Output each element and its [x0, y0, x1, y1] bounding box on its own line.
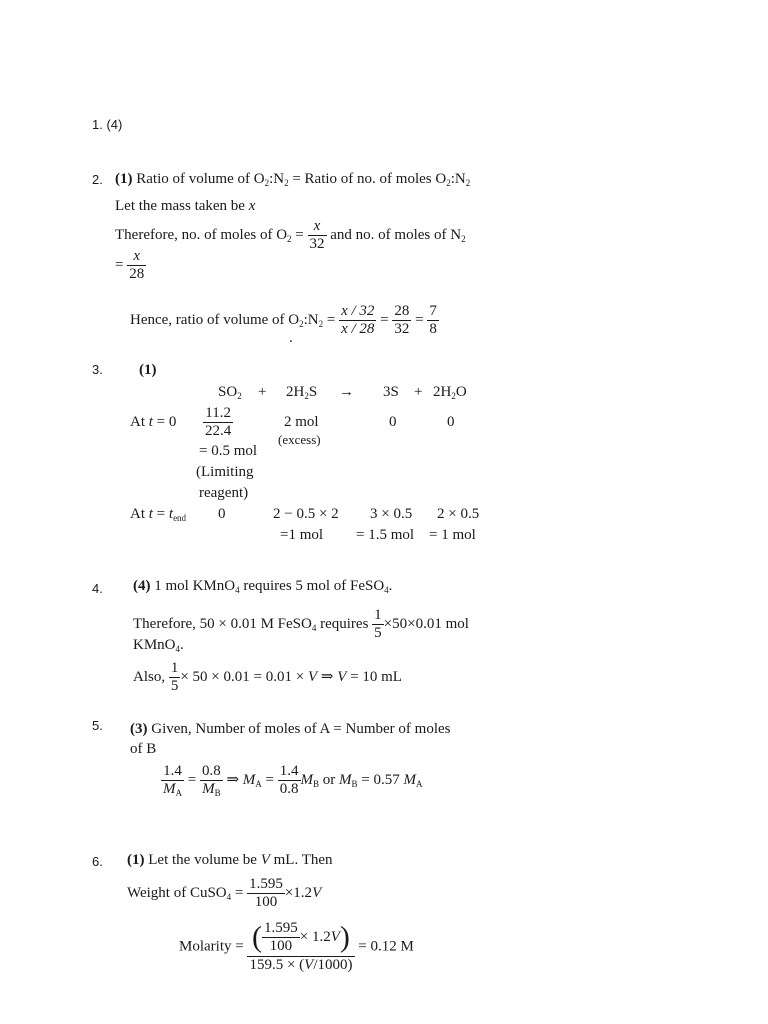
q2-line1: (1) Ratio of volume of $O_2:N_2$ = Ratio of no. of moles $O_2:N_2$ — [115, 171, 471, 188]
q6-line1: (1) Let the volume be V mL. Then — [127, 852, 333, 868]
q2-line4: = $\frac{x}{28}$ — [115, 248, 145, 283]
q3-s-final: = 1.5 mol — [356, 527, 415, 543]
q3-h2s-expr: 2 − 0.5 × 2 — [273, 506, 339, 522]
q5-frac-1-4-0-8: $\frac{1.4}{0.8}$ — [279, 763, 299, 798]
q3-h2o-initial: 0 — [447, 414, 455, 430]
q3-time-zero-label: At t = 0 — [130, 414, 177, 430]
q3-plus-1: + — [258, 384, 267, 400]
q3-s-expr: 3 × 0.5 — [370, 506, 413, 522]
q5-number: 5. — [92, 718, 103, 733]
q3-number: 3. — [92, 362, 103, 377]
q3-so2-initial — [203, 405, 233, 441]
q3-answer: (1) — [139, 362, 157, 378]
q2-frac-7-8: $\frac{7}{8}$ — [429, 303, 437, 338]
q3-reaction-arrow: → — [339, 384, 354, 400]
q1-answer: 1. (4) — [92, 117, 123, 132]
q3-h2s-initial: 2 mol — [284, 414, 319, 430]
q4-line3: KMnO$_4$. — [133, 637, 184, 654]
q5-frac-0-8-mb: $\frac{0.8}{M_B}$ — [201, 763, 221, 799]
q2-frac-28-32: $\frac{28}{32}$ — [394, 303, 410, 338]
q4-frac-1-5: $\frac{1}{5}$ — [374, 607, 382, 642]
q3-plus-2: + — [414, 384, 423, 400]
q6-frac-1-595-100: $\frac{1.595}{100}$ — [249, 876, 283, 911]
q3-reactant-h2s: $2H_2S$ — [286, 384, 318, 401]
q3-limiting-1: (Limiting — [196, 464, 254, 480]
q6-frac-molarity — [247, 920, 354, 974]
q3-s-initial: 0 — [389, 414, 397, 430]
q3-so2-moles: = 0.5 mol — [199, 443, 258, 459]
q5-equation: $\frac{1.4}{M_A}$ = $\frac{0.8}{M_B}$ ⇒ $M_A$ = $\frac{1.4}{0.8}$ $M_B$ or $M_B = 0.57$ $M_A$ — [163, 763, 423, 799]
q2-line5: Hence, ratio of volume of $O_2:N_2$ = $\frac{x / 32}{x / 28}$ = $\frac{28}{32}$ = $\frac{7}{8}$ — [130, 303, 437, 338]
q3-product-s: 3S — [383, 384, 399, 400]
q2-stray-dot: . — [289, 330, 293, 346]
q3-so2-final: 0 — [218, 506, 226, 522]
q3-reactant-so2: $SO_2$ — [218, 384, 242, 401]
q2-number: 2. — [92, 172, 103, 187]
q6-frac-inner: $\frac{1.595}{100}$ — [264, 920, 298, 955]
q6-molarity-denominator: 159.5 × (V/1000) — [249, 956, 353, 973]
q3-h2o-expr: 2 × 0.5 — [437, 506, 480, 522]
q6-number: 6. — [92, 854, 103, 869]
q2-frac-ratio: $\frac{x / 32}{x / 28}$ — [341, 303, 375, 338]
q3-limiting-2: reagent) — [199, 485, 249, 501]
q4-number: 4. — [92, 581, 103, 596]
q2-line3: Therefore, no. of moles of $O_2$ = $\frac{x}{32}$ and no. of moles of $N_2$ — [115, 218, 466, 253]
q6-weight: Weight of CuSO$_4$ = $\frac{1.595}{100}$ ×1.2V — [127, 876, 322, 911]
q3-h2o-final: = 1 mol — [429, 527, 476, 543]
q4-frac-1-5-b: $\frac{1}{5}$ — [170, 660, 179, 695]
q5-frac-1-4-ma: $\frac{1.4}{M_A}$ — [163, 763, 182, 799]
q4-line4: Also, $\frac{1}{5}$ × 50 × 0.01 = 0.01 × V ⇒ V = 10 mL — [133, 660, 402, 695]
q6-molarity: Molarity = ( $\frac{1.595}{100}$ × 1.2V) 159.5 × (V/1000) = 0.12 M — [179, 920, 414, 973]
q2-frac-x-32: $\frac{x}{32}$ — [309, 218, 325, 253]
q3-h2s-excess: (excess) — [278, 432, 321, 447]
q5-line2: of B — [130, 741, 157, 757]
q3-time-end-label: At $t = t_{end}$ — [130, 506, 187, 523]
q5-line1: (3) Given, Number of moles of A = Number of moles — [130, 721, 451, 737]
q6-molarity-numerator: ( $\frac{1.595}{100}$ × 1.2V) — [247, 920, 354, 957]
q3-product-h2o: $2H_2O$ — [433, 384, 467, 401]
q4-line1: (4) 1 mol KMnO$_4$ requires 5 mol of FeSO$_4$. — [133, 578, 393, 595]
q2-line2: Let the mass taken be x — [115, 198, 256, 214]
q2-frac-x-28: $\frac{x}{28}$ — [129, 248, 145, 283]
q4-line2: Therefore, 50 × 0.01 M FeSO$_4$ requires $\frac{1}{5}$ ×50×0.01 mol — [133, 607, 469, 642]
q3-frac-11-2-22-4: $\frac{11.2}{22.4}$ — [205, 405, 232, 440]
q3-h2s-final: =1 mol — [280, 527, 324, 543]
